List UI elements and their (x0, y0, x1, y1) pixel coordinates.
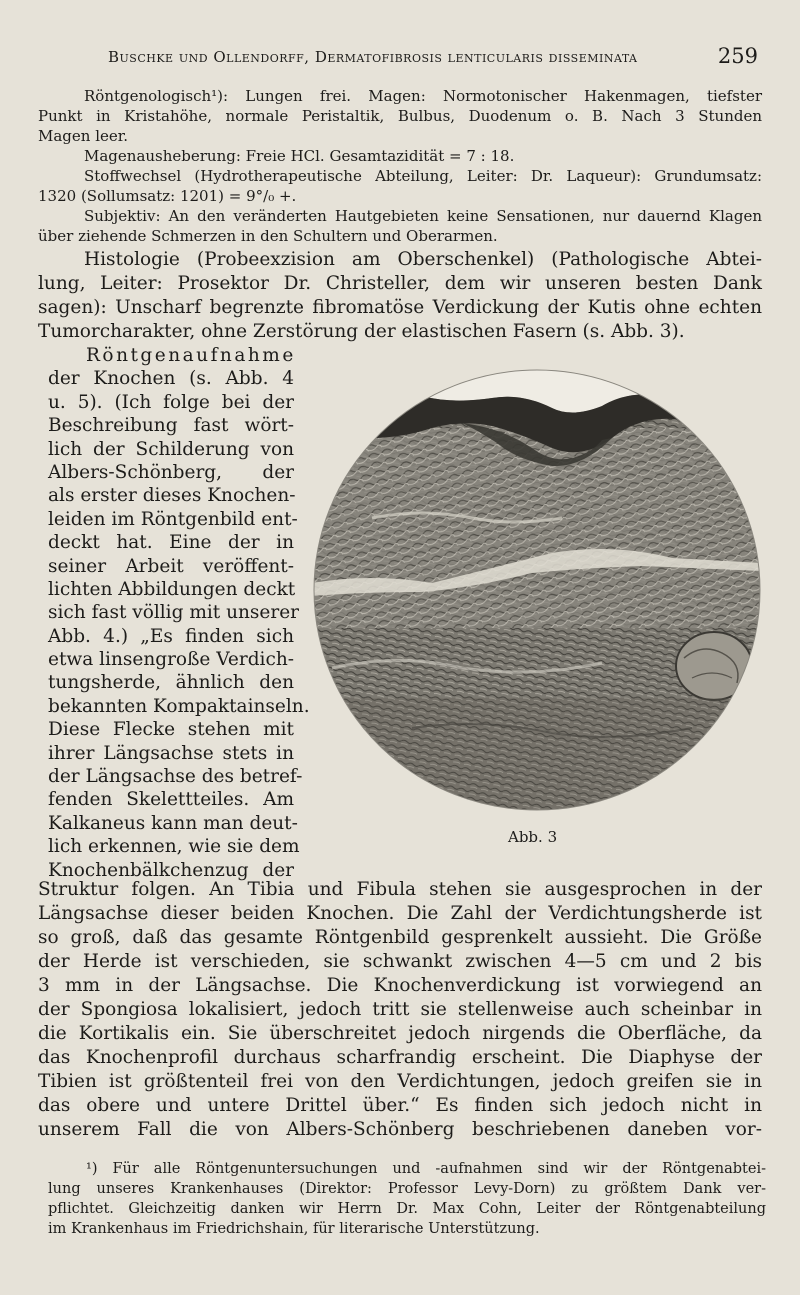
paragraph-line: der Herde ist verschieden, sie schwankt zwischen 4—5 cm und 2 bis (38, 951, 762, 972)
column-line: lich der Schilderung von (48, 438, 294, 460)
note-line: Magen leer. (38, 127, 129, 145)
column-line: fenden Skelettteiles. Am (48, 789, 294, 811)
paragraph-line: lung, Leiter: Prosektor Dr. Christeller, dem wir unseren besten Dank (38, 273, 762, 294)
note-line: Röntgenologisch¹): Lungen frei. Magen: Normotonischer Hakenmagen, tiefster (84, 87, 762, 105)
paragraph-line: das obere und untere Drittel über.“ Es finden sich jedoch nicht in (38, 1095, 762, 1116)
column-line: bekannten Kompaktainseln. (48, 695, 310, 717)
note-line: Magenausheberung: Freie HCl. Gesamtazidität = 7 : 18. (84, 147, 515, 165)
note-line: 1320 (Sollumsatz: 1201) = 9°/₀ +. (38, 187, 297, 205)
paragraph-line: so groß, daß das gesamte Röntgenbild gesprenkelt aussieht. Die Größe (38, 927, 762, 948)
column-line: seiner Arbeit veröffent- (48, 555, 294, 577)
page-number: 259 (717, 44, 758, 68)
histology-micrograph-figure (312, 368, 762, 813)
paragraph-line: Längsachse dieser beiden Knochen. Die Zahl der Verdichtungsherde ist (38, 903, 762, 924)
column-line: tungsherde, ähnlich den (48, 672, 294, 694)
left-column-text (48, 344, 310, 882)
paragraph-line: unserem Fall die von Albers-Schönberg beschriebenen daneben vor- (38, 1119, 762, 1140)
note-line: über ziehende Schmerzen in den Schultern und Oberarmen. (38, 227, 498, 245)
column-line: als erster dieses Knochen- (48, 485, 296, 507)
column-line: leiden im Röntgenbild ent- (48, 508, 298, 530)
paragraph-line: der Spongiosa lokalisiert, jedoch tritt sie stellenweise auch scheinbar in (38, 999, 762, 1020)
column-line: Beschreibung fast wört- (48, 415, 294, 437)
paragraph-line: Histologie (Probeexzision am Oberschenkel) (Pathologische Abtei- (84, 249, 762, 270)
column-line: ihrer Längsachse stets in (48, 742, 294, 764)
column-line: u. 5). (Ich folge bei der (48, 391, 294, 413)
paragraph-line: sagen): Unscharf begrenzte fibromatöse Verdickung der Kutis ohne echten (38, 297, 762, 318)
paragraph-line: das Knochenprofil durchaus scharfrandig erscheint. Die Diaphyse der (38, 1047, 762, 1068)
column-line: Röntgenaufnahme (86, 345, 296, 366)
column-line: Diese Flecke stehen mit (48, 719, 294, 741)
column-line: Abb. 4.) „Es finden sich (48, 625, 294, 647)
column-line: etwa linsengroße Verdich- (48, 649, 294, 671)
paragraph-line: die Kortikalis ein. Sie überschreitet jedoch nirgends die Oberfläche, da (38, 1023, 762, 1044)
paragraph-line: Tibien ist größtenteil frei von den Verdichtungen, jedoch greifen sie in (38, 1071, 762, 1092)
column-line: sich fast völlig mit unserer (48, 602, 299, 624)
column-line: der Längsachse des betref- (48, 766, 303, 788)
column-line: Knochenbälkchenzug der (48, 859, 294, 881)
footnote-line: pflichtet. Gleichzeitig danken wir Herrn Dr. Max Cohn, Leiter der Röntgenabteilung (48, 1201, 766, 1217)
paragraph-line: 3 mm in der Längsachse. Die Knochenverdickung ist vorwiegend an (38, 975, 762, 996)
paragraph-line: Tumorcharakter, ohne Zerstörung der elastischen Fasern (s. Abb. 3). (38, 321, 685, 342)
note-line: Subjektiv: An den veränderten Hautgebieten keine Sensationen, nur dauernd Klagen (84, 207, 762, 225)
footnote-line: im Krankenhaus im Friedrichshain, für literarische Unterstützung. (48, 1221, 540, 1237)
column-line: lich erkennen, wie sie dem (48, 836, 300, 858)
column-line: deckt hat. Eine der in (48, 532, 294, 554)
running-title: Buschke und Ollendorff, Dermatofibrosis lenticularis disseminata (108, 48, 638, 66)
footnote-line: ¹) Für alle Röntgenuntersuchungen und -aufnahmen sind wir der Röntgenabtei- (86, 1161, 766, 1177)
column-line: Albers-Schönberg, der (48, 461, 294, 483)
footnote-line: lung unseres Krankenhauses (Direktor: Professor Levy-Dorn) zu größtem Dank ver- (48, 1181, 766, 1197)
column-line: der Knochen (s. Abb. 4 (48, 368, 294, 390)
column-line: Kalkaneus kann man deut- (48, 812, 298, 834)
paragraph-line: Struktur folgen. An Tibia und Fibula stehen sie ausgesprochen in der (38, 879, 762, 900)
note-line: Stoffwechsel (Hydrotherapeutische Abteilung, Leiter: Dr. Laqueur): Grundumsatz: (84, 167, 762, 185)
note-line: Punkt in Kristahöhe, normale Peristaltik, Bulbus, Duodenum o. B. Nach 3 Stunden (38, 107, 762, 125)
figure-caption: Abb. 3 (508, 828, 558, 846)
column-line: lichten Abbildungen deckt (48, 578, 296, 600)
